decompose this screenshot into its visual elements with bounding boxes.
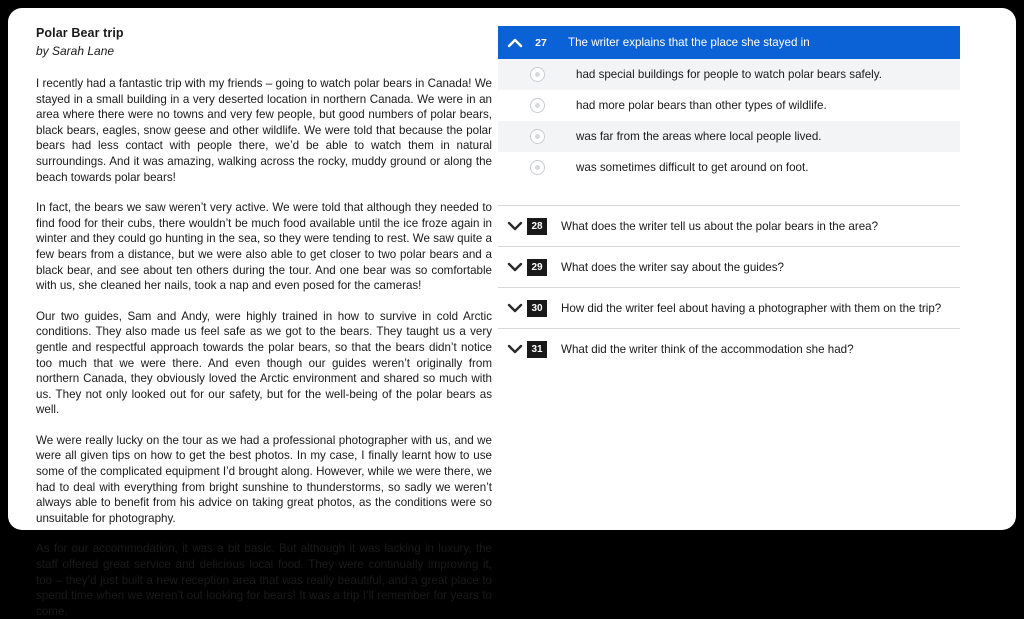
question-number: 30 — [527, 300, 547, 317]
chevron-down-icon[interactable] — [506, 345, 524, 354]
passage-paragraph: Our two guides, Sam and Andy, were highly trained in how to survive in cold Arctic conditions. They also made us feel safe as we got to the bears. They taught us a very gentle and respectful approach towards the polar bears, so that the bears didn’t notice too much that we were there. And even though our guides weren’t originally from northern Canada, they obviously loved the Arctic environment and shared so much with us. They not only looked out for our safety, but for the well-being of the polar bears as well. — [36, 309, 492, 417]
questions-panel — [498, 8, 1016, 369]
question-text: How did the writer feel about having a photographer with them on the trip? — [561, 301, 942, 315]
question-number: 29 — [527, 259, 547, 276]
question-text: What did the writer think of the accommodation she had? — [561, 342, 854, 356]
passage-paragraph: I recently had a fantastic trip with my friends – going to watch polar bears in Canada! We stayed in a small building in a very deserted location in northern Canada. We were in an area where there were no towns and very few people, but good numbers of polar bears, black bears, eagles, snow geese and other wildlife. We were told that because the polar bears had less contact with people there, we’d be able to watch them in natural surroundings. And it was amazing, walking across the rocky, muddy ground or along the beach towards polar bears! — [36, 77, 492, 184]
chevron-down-icon[interactable] — [506, 222, 524, 231]
page-card — [8, 8, 1016, 618]
answer-option-d[interactable] — [498, 152, 960, 183]
passage-title: Polar Bear trip — [36, 26, 124, 40]
answer-options — [498, 59, 960, 183]
question-number: 28 — [527, 218, 547, 235]
passage-paragraph: As for our accommodation, it was a bit basic. But although it was lacking in luxury, the staff offered great service and delicious local food. They were continually improving it, too – they’d just built a new reception area that was really beautiful, and a great place to spend time when we weren’t out looking for bears! It was a trip I’ll remember for years to come. — [36, 542, 492, 618]
answer-option-a[interactable] — [498, 59, 960, 90]
question-row-31[interactable] — [498, 328, 960, 369]
answer-option-c[interactable] — [498, 121, 960, 152]
radio-button-a[interactable] — [530, 67, 545, 82]
chevron-down-icon[interactable] — [506, 304, 524, 313]
radio-button-b[interactable] — [530, 98, 545, 113]
radio-cell[interactable] — [498, 160, 576, 175]
question-number: 27 — [535, 36, 547, 49]
answer-option-label: was sometimes difficult to get around on foot. — [576, 161, 809, 174]
question-row-29[interactable] — [498, 246, 960, 287]
answer-option-label: had more polar bears than other types of wildlife. — [576, 99, 827, 112]
passage-byline: by Sarah Lane — [36, 44, 115, 58]
question-number: 31 — [527, 341, 547, 358]
question-row-30[interactable] — [498, 287, 960, 328]
radio-cell[interactable] — [498, 98, 576, 113]
question-text: What does the writer say about the guides? — [561, 260, 784, 274]
question-row-28[interactable] — [498, 205, 960, 246]
answer-option-label: had special buildings for people to watch polar bears safely. — [576, 68, 882, 81]
passage-paragraph: In fact, the bears we saw weren’t very active. We were told that although they needed to find food for their cubs, there wouldn’t be much food available until the ice froze again in winter and they could go hunting in the sea, so they were tending to rest. We saw quite a few bears from a distance, but we were also able to get closer to two polar bears and a black bear, and see about ten others during the tour. And one bear was so comfortable with us, she cleaned her nails, took a nap and even posed for the cameras! — [36, 201, 492, 293]
question-text: What does the writer tell us about the polar bears in the area? — [561, 219, 879, 233]
radio-cell[interactable] — [498, 129, 576, 144]
passage-body — [36, 76, 498, 619]
reading-passage-panel — [8, 8, 498, 619]
answer-option-b[interactable] — [498, 90, 960, 121]
chevron-down-icon[interactable] — [506, 263, 524, 272]
chevron-up-icon[interactable] — [506, 38, 524, 47]
question-list — [498, 26, 960, 369]
answer-option-label: was far from the areas where local people lived. — [576, 130, 822, 143]
radio-button-d[interactable] — [530, 160, 545, 175]
passage-paragraph: We were really lucky on the tour as we had a professional photographer with us, and we were all given tips on how to get the best photos. In my case, I finally learnt how to use some of the complicated equipment I’d brought along. However, while we were there, we had to deal with everything from bright sunshine to thunderstorms, so sadly we weren’t always able to benefit from his advice on taking great photos, as the conditions were so unsuitable for photography. — [36, 433, 492, 525]
spacer — [498, 183, 960, 205]
question-text: The writer explains that the place she stayed in — [568, 36, 810, 49]
question-header-expanded[interactable] — [498, 26, 960, 59]
two-column-layout — [8, 8, 1016, 618]
radio-cell[interactable] — [498, 67, 576, 82]
radio-button-c[interactable] — [530, 129, 545, 144]
